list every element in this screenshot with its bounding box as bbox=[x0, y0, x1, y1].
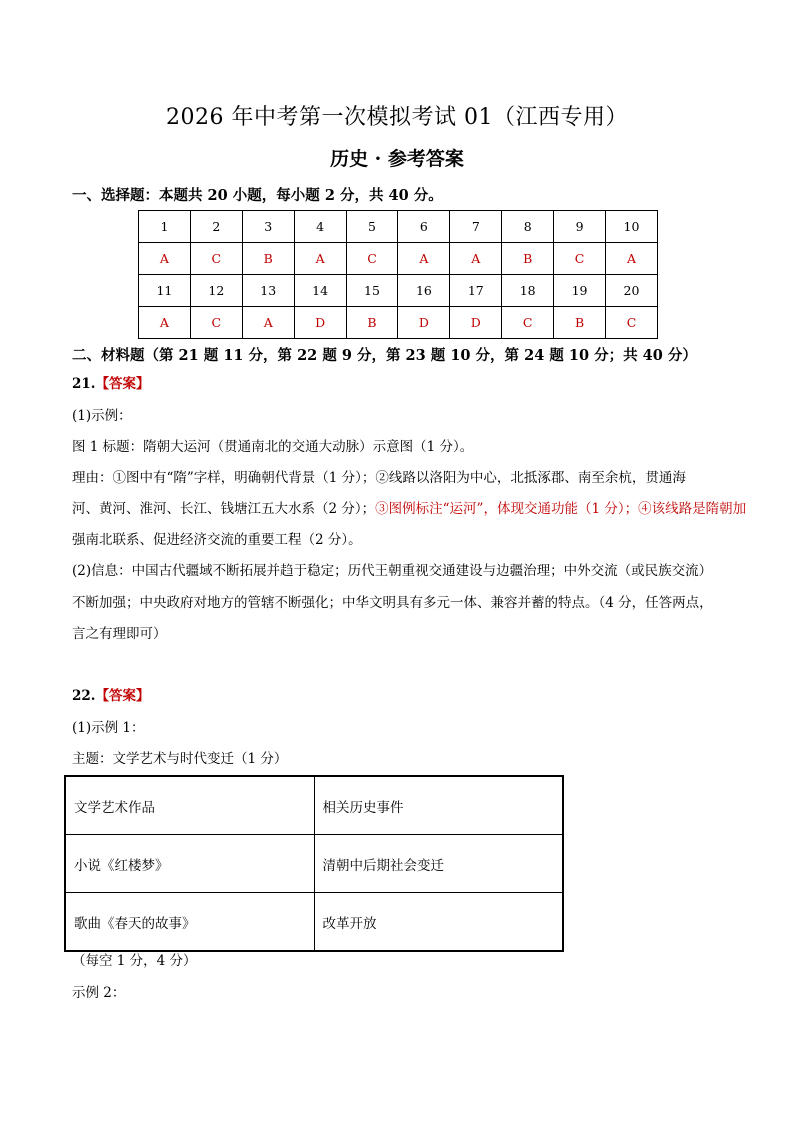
table-row bbox=[65, 776, 563, 835]
answer-cell: A bbox=[398, 243, 450, 275]
q21-header bbox=[72, 374, 150, 394]
q22-part1-label: (1)示例 1： bbox=[72, 720, 145, 736]
q21-answer-tag: 【答案】 bbox=[95, 376, 150, 392]
q22-header bbox=[72, 686, 150, 706]
answer-cell: D bbox=[450, 307, 502, 339]
q21-part2-line3: 言之有理即可） bbox=[72, 626, 167, 642]
answer-cell: C bbox=[190, 243, 242, 275]
table-header-cell: 相关历史事件 bbox=[314, 776, 563, 835]
page-subtitle: 历史 · 参考答案 bbox=[330, 148, 464, 170]
q21-part2-line2: 不断加强；中央政府对地方的管辖不断强化；中华文明具有多元一体、兼容并蓄的特点。（4 分，任答两点， bbox=[72, 595, 713, 611]
answer-cell: C bbox=[502, 307, 554, 339]
question-number: 16 bbox=[398, 275, 450, 307]
q21-reason-line2 bbox=[72, 499, 746, 519]
q21-reason-line2-highlight: ③图例标注“运河”，体现交通功能（1 分）；④该线路是隋朝加 bbox=[375, 501, 747, 517]
question-number: 1 bbox=[139, 211, 191, 243]
q21-reason-line1: 理由：①图中有“隋”字样，明确朝代背景（1 分）；②线路以洛阳为中心，北抵涿郡、南至余杭，贯通海 bbox=[72, 470, 686, 486]
q22-answer-tag: 【答案】 bbox=[95, 688, 150, 704]
answer-cell: C bbox=[606, 307, 658, 339]
q22-example2-label: 示例 2： bbox=[72, 985, 126, 1001]
q21-number: 21. bbox=[72, 376, 96, 392]
answer-cell: D bbox=[294, 307, 346, 339]
answer-cell: D bbox=[398, 307, 450, 339]
answer-cell: A bbox=[242, 307, 294, 339]
table-row bbox=[139, 243, 658, 275]
question-number: 7 bbox=[450, 211, 502, 243]
question-number: 10 bbox=[606, 211, 658, 243]
question-number: 4 bbox=[294, 211, 346, 243]
question-number: 9 bbox=[554, 211, 606, 243]
question-number: 17 bbox=[450, 275, 502, 307]
question-number: 18 bbox=[502, 275, 554, 307]
answer-cell: C bbox=[190, 307, 242, 339]
table-row bbox=[139, 275, 658, 307]
answer-cell: B bbox=[242, 243, 294, 275]
answer-cell: A bbox=[139, 307, 191, 339]
q21-title-answer: 图 1 标题：隋朝大运河（贯通南北的交通大动脉）示意图（1 分）。 bbox=[72, 439, 474, 455]
question-number: 8 bbox=[502, 211, 554, 243]
table-header-cell: 文学艺术作品 bbox=[65, 776, 314, 835]
question-number: 6 bbox=[398, 211, 450, 243]
answer-cell: C bbox=[346, 243, 398, 275]
section2-heading: 二、材料题（第 21 题 11 分，第 22 题 9 分，第 23 题 10 分，第 24 题 10 分；共 40 分） bbox=[72, 347, 697, 364]
question-number: 20 bbox=[606, 275, 658, 307]
answer-cell: A bbox=[139, 243, 191, 275]
q21-part1-label: (1)示例： bbox=[72, 408, 132, 424]
answer-cell: B bbox=[554, 307, 606, 339]
answer-cell: B bbox=[346, 307, 398, 339]
question-number: 19 bbox=[554, 275, 606, 307]
table-row bbox=[139, 211, 658, 243]
q21-reason-line3: 强南北联系、促进经济交流的重要工程（2 分）。 bbox=[72, 532, 362, 548]
question-number: 2 bbox=[190, 211, 242, 243]
q21-reason-line2-text: 河、黄河、淮河、长江、钱塘江五大水系（2 分）； bbox=[72, 501, 376, 517]
question-number: 12 bbox=[190, 275, 242, 307]
choice-answer-table bbox=[138, 210, 658, 339]
page-title: 2026 年中考第一次模拟考试 01（江西专用） bbox=[166, 105, 628, 130]
table-row bbox=[139, 307, 658, 339]
table-cell: 改革开放 bbox=[314, 893, 563, 952]
question-number: 3 bbox=[242, 211, 294, 243]
section1-heading: 一、选择题：本题共 20 小题，每小题 2 分，共 40 分。 bbox=[72, 187, 443, 204]
answer-cell: A bbox=[294, 243, 346, 275]
q22-theme: 主题：文学艺术与时代变迁（1 分） bbox=[72, 751, 288, 767]
question-number: 14 bbox=[294, 275, 346, 307]
table-cell: 清朝中后期社会变迁 bbox=[314, 835, 563, 893]
table-row bbox=[65, 835, 563, 893]
q22-number: 22. bbox=[72, 688, 96, 704]
question-number: 11 bbox=[139, 275, 191, 307]
question-number: 5 bbox=[346, 211, 398, 243]
answer-cell: A bbox=[450, 243, 502, 275]
literature-history-table bbox=[64, 775, 564, 952]
answer-cell: C bbox=[554, 243, 606, 275]
q21-part2-line1: (2)信息：中国古代疆域不断拓展并趋于稳定；历代王朝重视交通建设与边疆治理；中外交流（或民族交流） bbox=[72, 563, 713, 579]
answer-cell: B bbox=[502, 243, 554, 275]
question-number: 13 bbox=[242, 275, 294, 307]
q22-score-note: （每空 1 分，4 分） bbox=[72, 953, 197, 969]
table-row bbox=[65, 893, 563, 952]
table-cell: 小说《红楼梦》 bbox=[65, 835, 314, 893]
answer-cell: A bbox=[606, 243, 658, 275]
question-number: 15 bbox=[346, 275, 398, 307]
table-cell: 歌曲《春天的故事》 bbox=[65, 893, 314, 952]
